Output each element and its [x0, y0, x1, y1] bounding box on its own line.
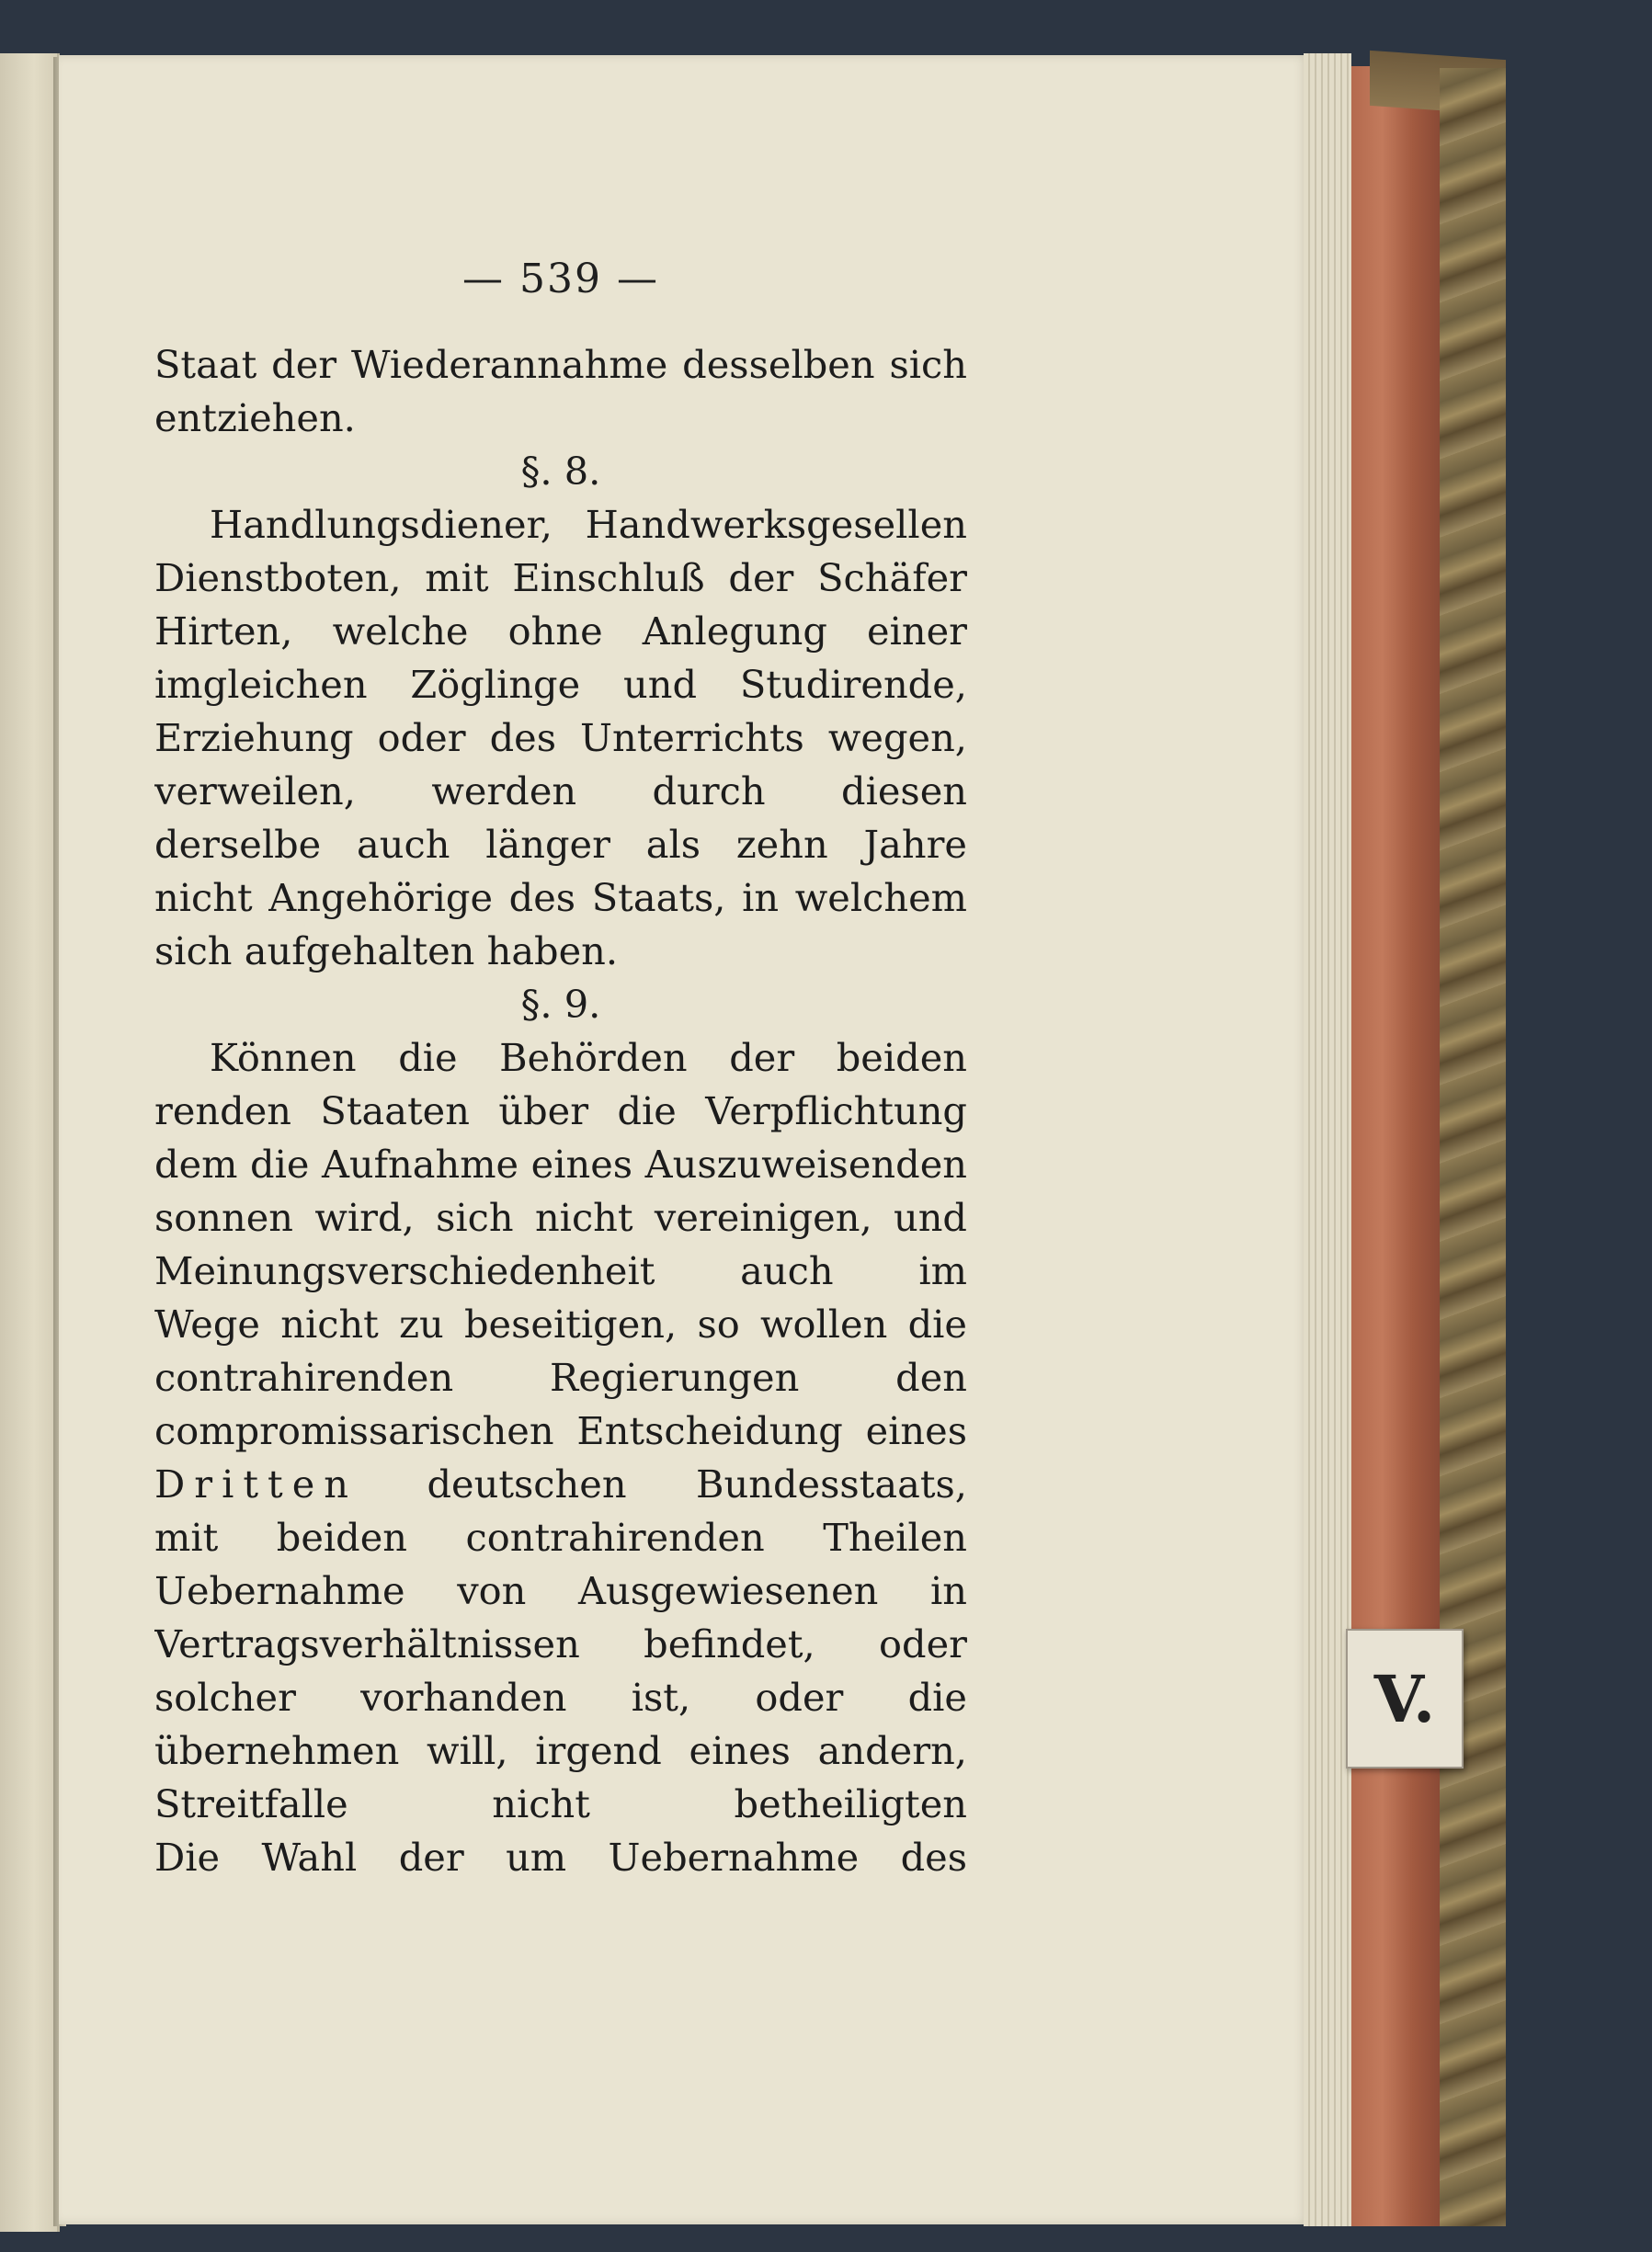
- text-line: nicht Angehörige des Staats, in welchem: [154, 875, 967, 920]
- text-line: Hirten, welche ohne Anlegung einer: [154, 608, 967, 654]
- marbled-cover: [1440, 68, 1506, 2226]
- page-body-text: [154, 338, 967, 1884]
- text-line: verweilen, werden durch diesen: [154, 768, 967, 813]
- text-line: derselbe auch länger als zehn Jahre: [154, 822, 967, 867]
- emphasized-word: Dritten: [154, 1462, 359, 1507]
- text-line: Meinungsverschiedenheit auch im: [154, 1248, 967, 1293]
- red-page-edge: [1351, 66, 1440, 2226]
- text-line: Dienstboten, mit Einschluß der Schäfer: [154, 555, 967, 600]
- text-line: Staat der Wiederannahme desselben sich: [154, 342, 967, 387]
- text-line: Uebernahme von Ausgewiesenen in: [154, 1568, 967, 1613]
- volume-tab-label: V.: [1373, 1660, 1436, 1737]
- text-line: entziehen.: [154, 395, 356, 440]
- text-line: contrahirenden Regierungen den: [154, 1355, 967, 1400]
- text-line: mit beiden contrahirenden Theilen: [154, 1515, 967, 1560]
- text-line: renden Staaten über die Verpflichtung: [154, 1088, 967, 1133]
- text-line: Streitfalle nicht betheiligten: [154, 1781, 967, 1826]
- volume-tab: [1346, 1629, 1464, 1769]
- text-line: Wege nicht zu beseitigen, so wollen die: [154, 1302, 967, 1347]
- text-line: dem die Aufnahme eines Auszuweisenden: [154, 1142, 967, 1187]
- text-line: sonnen wird, sich nicht vereinigen, und: [154, 1195, 967, 1240]
- text-line: imgleichen Zöglinge und Studirende,: [154, 662, 967, 707]
- text-line: Können die Behörden der beiden: [210, 1035, 967, 1080]
- text-line: sich aufgehalten haben.: [154, 928, 619, 973]
- text-line: Vertragsverhältnissen befindet, oder: [154, 1621, 967, 1666]
- text-line: Dritten deutschen Bundesstaats,: [154, 1462, 967, 1507]
- page-number: — 539 —: [462, 256, 659, 302]
- text-line: §. 9.: [520, 982, 601, 1027]
- text-line: compromissarischen Entscheidung eines: [154, 1408, 967, 1453]
- text-line: Die Wahl der um Uebernahme des: [154, 1835, 967, 1880]
- text-line: Erziehung oder des Unterrichts wegen,: [154, 715, 967, 760]
- text-line: solcher vorhanden ist, oder die: [154, 1675, 967, 1720]
- page-edges: [1304, 53, 1351, 2226]
- text-line: übernehmen will, irgend eines andern,: [154, 1728, 967, 1773]
- text-line: §. 8.: [520, 449, 601, 494]
- text-line: Handlungsdiener, Handwerksgesellen: [210, 502, 967, 547]
- left-page-edge: [0, 53, 60, 2232]
